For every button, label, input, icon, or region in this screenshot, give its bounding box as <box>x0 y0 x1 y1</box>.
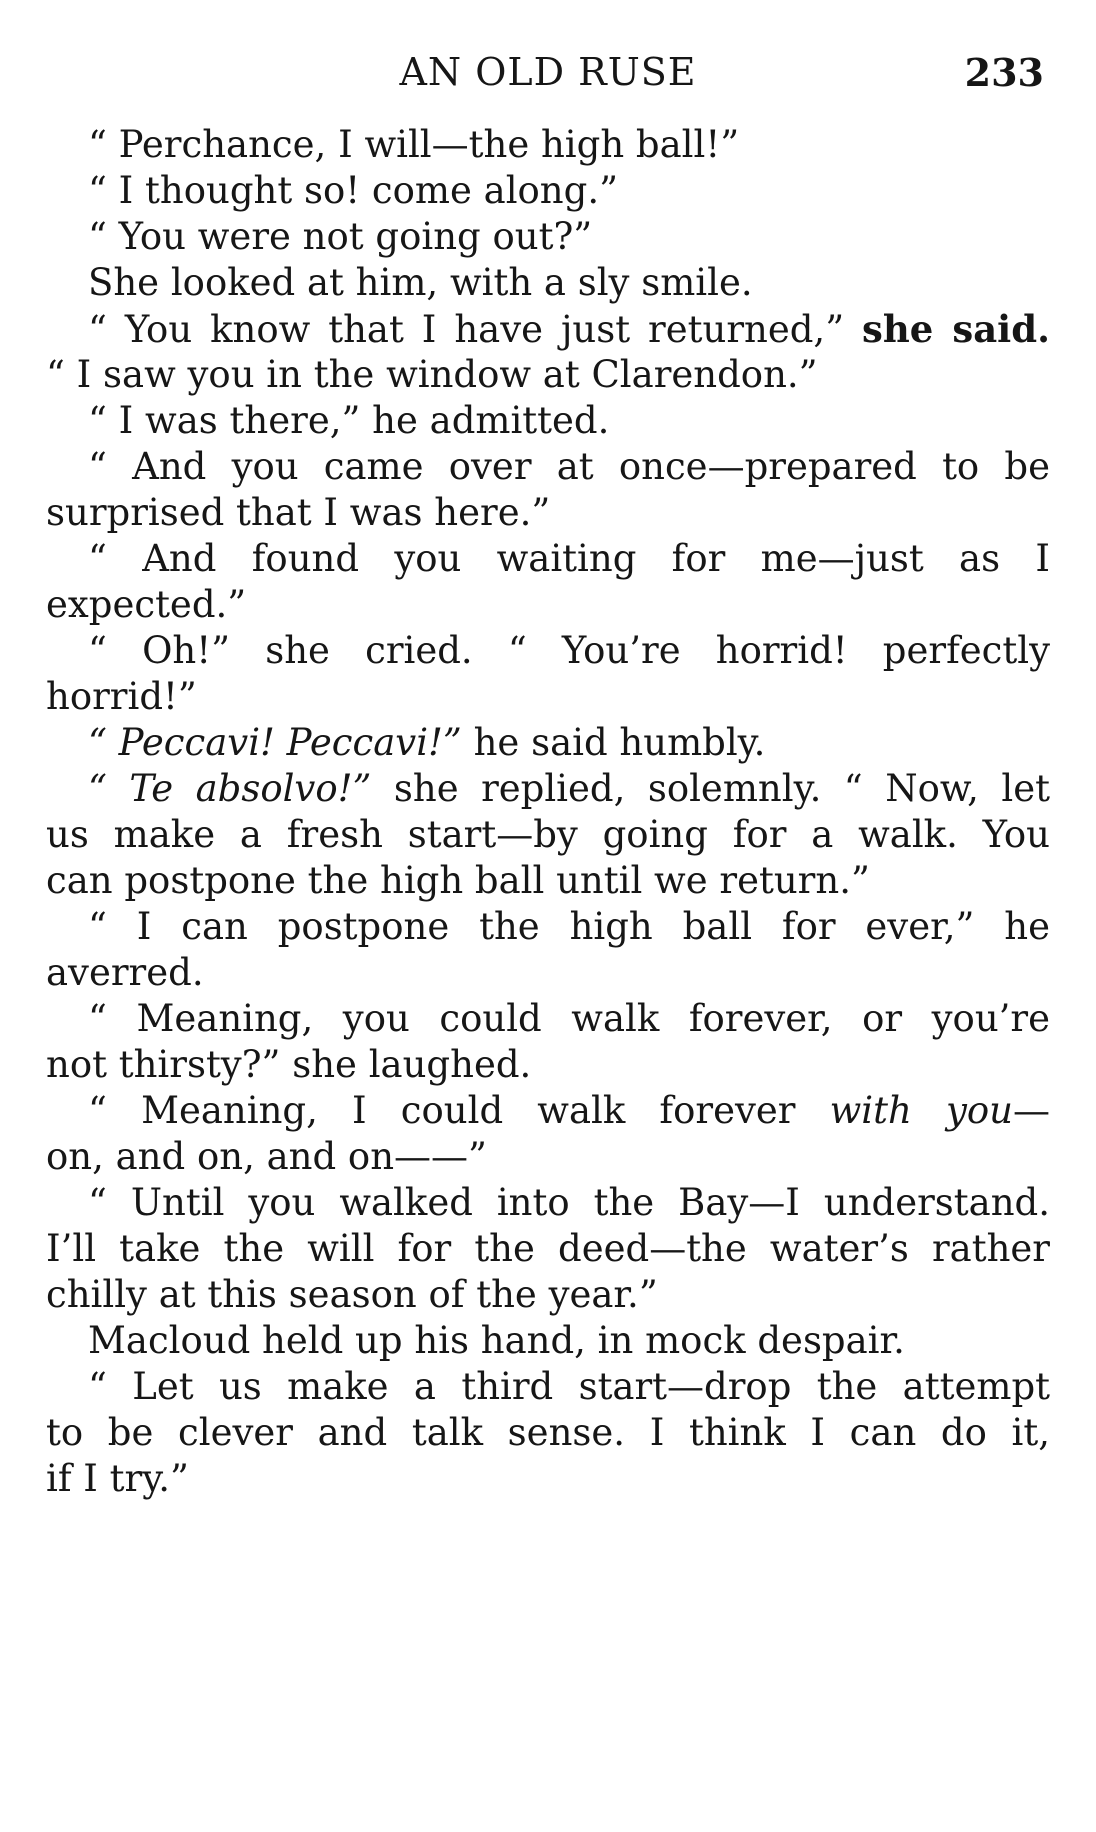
text-line: chilly at this season of the year.” <box>46 1273 658 1316</box>
text-line: averred. <box>46 951 204 994</box>
text-line: “ Oh!” she cried. “ You’re horrid! perfectly <box>88 629 1050 672</box>
text-line: “ I was there,” he admitted. <box>88 399 610 442</box>
italic-span: “ Te absolvo!” <box>88 767 372 810</box>
text-line: “ You were not going out?” <box>88 215 593 258</box>
chapter-title: AN OLD RUSE <box>399 50 697 94</box>
page-number: 233 <box>964 50 1044 95</box>
text-line: She looked at him, with a sly smile. <box>88 261 753 304</box>
text-line: if I try.” <box>46 1457 189 1500</box>
text-line: not thirsty?” she laughed. <box>46 1043 532 1086</box>
text-line: us make a fresh start—by going for a walk. You <box>46 813 1050 856</box>
running-head <box>40 50 1056 100</box>
text-line: can postpone the high ball until we return.” <box>46 859 870 902</box>
italic-span: “ Peccavi! Peccavi!” <box>88 721 462 764</box>
text-span: “ Meaning, I could walk forever <box>88 1089 830 1132</box>
text-line: I’ll take the will for the deed—the water’s rather <box>46 1227 1050 1270</box>
italic-span: with you <box>829 1089 1013 1132</box>
text-span: he said humbly. <box>461 721 766 764</box>
bold-span: she said. <box>862 307 1050 351</box>
text-line: “ Until you walked into the Bay—I understand. <box>88 1181 1050 1224</box>
text-line: Macloud held up his hand, in mock despair. <box>88 1319 905 1362</box>
text-line: “ I thought so! come along.” <box>88 169 618 212</box>
text-line: on, and on, and on——” <box>46 1135 487 1178</box>
text-line: “ And you came over at once—prepared to be <box>88 445 1050 488</box>
text-line: “ I can postpone the high ball for ever,” he <box>88 905 1050 948</box>
text-line: expected.” <box>46 583 247 626</box>
text-span: she replied, solemnly. “ Now, let <box>371 767 1050 810</box>
text-line: “ Let us make a third start—drop the attempt <box>88 1365 1050 1408</box>
text-line: surprised that I was here.” <box>46 491 551 534</box>
text-line: to be clever and talk sense. I think I can do it, <box>46 1411 1050 1454</box>
text-line: “ I saw you in the window at Clarendon.” <box>46 353 818 396</box>
text-line: “ And found you waiting for me—just as I <box>88 537 1050 580</box>
text-line: horrid!” <box>46 675 197 718</box>
text-line: “ Perchance, I will—the high ball!” <box>88 123 740 166</box>
text-line: “ Meaning, you could walk forever, or you’re <box>88 997 1050 1040</box>
text-span: — <box>1013 1089 1050 1132</box>
text-span: “ You know that I have just returned,” <box>88 308 863 351</box>
